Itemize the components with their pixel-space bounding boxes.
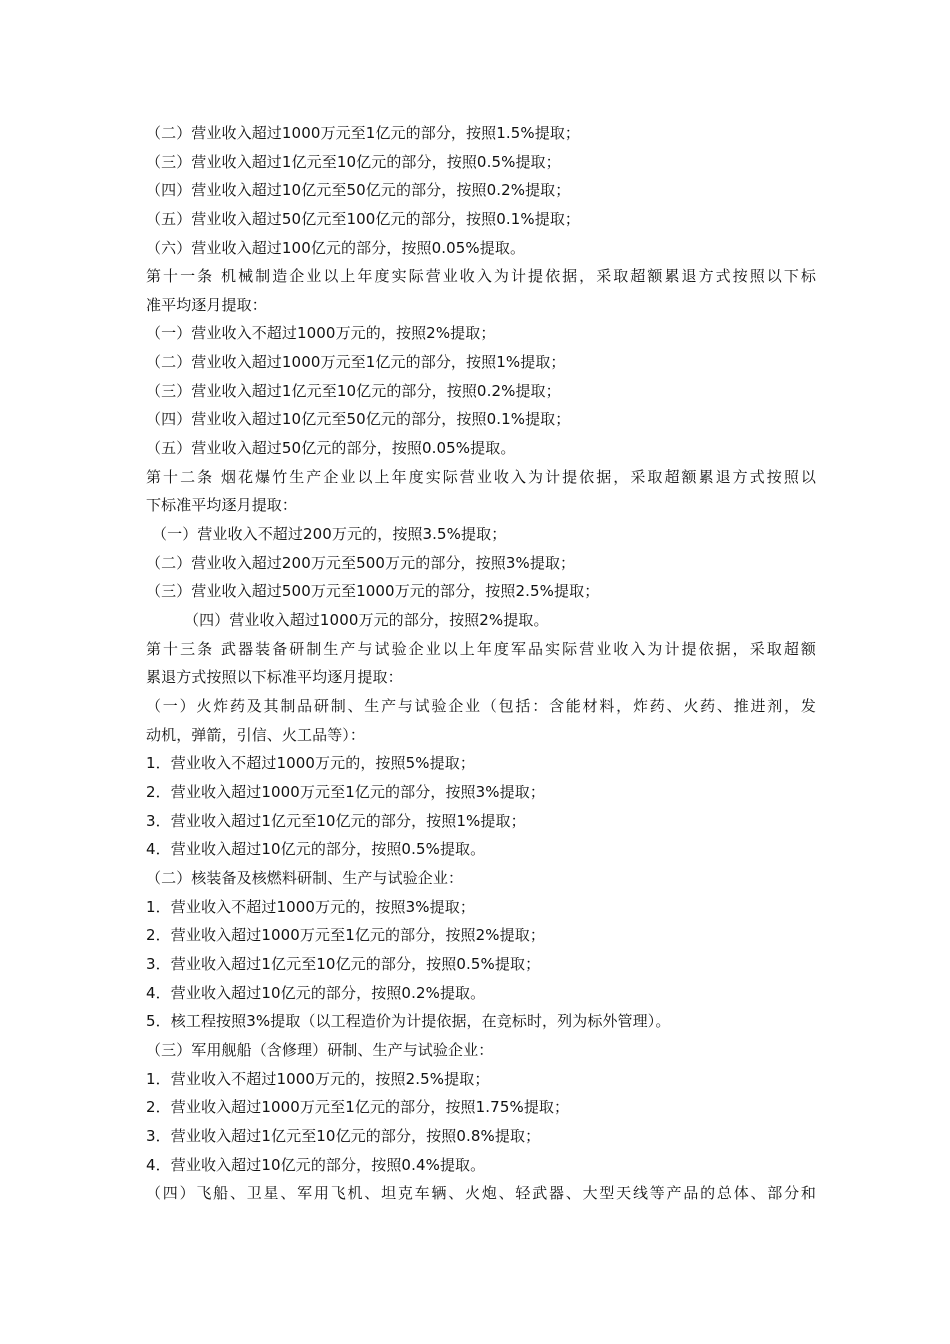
article-heading-13: 第十三条 武器装备研制生产与试验企业以上年度军品实际营业收入为计提依据，采取超额	[146, 640, 816, 658]
text-line: 4．营业收入超过10亿元的部分，按照0.5%提取。	[146, 840, 486, 858]
text-line: 3．营业收入超过1亿元至10亿元的部分，按照0.8%提取；	[146, 1127, 541, 1145]
text-line: （五）营业收入超过50亿元至100亿元的部分，按照0.1%提取；	[146, 210, 581, 228]
text-line: （二）营业收入超过200万元至500万元的部分，按照3%提取；	[146, 554, 576, 572]
text-line: （二）营业收入超过1000万元至1亿元的部分，按照1%提取；	[146, 353, 566, 371]
text-line: （四）营业收入超过10亿元至50亿元的部分，按照0.1%提取；	[146, 410, 571, 428]
text-line: 累退方式按照以下标准平均逐月提取：	[146, 668, 403, 686]
text-line: （三）军用舰船（含修理）研制、生产与试验企业：	[146, 1041, 494, 1059]
text-line: （一）营业收入不超过1000万元的，按照2%提取；	[146, 324, 496, 342]
text-line: 2．营业收入超过1000万元至1亿元的部分，按照3%提取；	[146, 783, 545, 801]
text-line: 4．营业收入超过10亿元的部分，按照0.2%提取。	[146, 984, 486, 1002]
text-line: 2．营业收入超过1000万元至1亿元的部分，按照1.75%提取；	[146, 1098, 570, 1116]
text-line: 1．营业收入不超过1000万元的，按照5%提取；	[146, 754, 475, 772]
text-line: （三）营业收入超过500万元至1000万元的部分，按照2.5%提取；	[146, 582, 600, 600]
text-line: 1．营业收入不超过1000万元的，按照3%提取；	[146, 898, 475, 916]
text-line: 1．营业收入不超过1000万元的，按照2.5%提取；	[146, 1070, 490, 1088]
article-heading-12: 第十二条 烟花爆竹生产企业以上年度实际营业收入为计提依据，采取超额累退方式按照以	[146, 468, 816, 486]
text-line: 2．营业收入超过1000万元至1亿元的部分，按照2%提取；	[146, 926, 545, 944]
text-line: （四）飞船、卫星、军用飞机、坦克车辆、火炮、轻武器、大型天线等产品的总体、部分和	[146, 1184, 816, 1202]
text-line: 准平均逐月提取：	[146, 296, 267, 314]
text-line: （五）营业收入超过50亿元的部分，按照0.05%提取。	[146, 439, 516, 457]
text-line: 下标准平均逐月提取：	[146, 496, 298, 514]
text-line: 动机，弹箭，引信、火工品等）：	[146, 726, 366, 744]
text-line: 3．营业收入超过1亿元至10亿元的部分，按照0.5%提取；	[146, 955, 541, 973]
text-line: （二）营业收入超过1000万元至1亿元的部分，按照1.5%提取；	[146, 124, 581, 142]
text-line: （二）核装备及核燃料研制、生产与试验企业：	[146, 869, 464, 887]
text-line: （一）火炸药及其制品研制、生产与试验企业（包括：含能材料，炸药、火药、推进剂，发	[146, 697, 816, 715]
text-line: （一）营业收入不超过200万元的，按照3.5%提取；	[152, 525, 507, 543]
text-line: 5．核工程按照3%提取（以工程造价为计提依据，在竞标时，列为标外管理）。	[146, 1012, 671, 1030]
text-line: （三）营业收入超过1亿元至10亿元的部分，按照0.2%提取；	[146, 382, 561, 400]
article-heading-11: 第十一条 机械制造企业以上年度实际营业收入为计提依据，采取超额累退方式按照以下标	[146, 267, 816, 285]
text-line: （六）营业收入超过100亿元的部分，按照0.05%提取。	[146, 239, 526, 257]
text-line: （四）营业收入超过1000万元的部分，按照2%提取。	[184, 611, 549, 629]
text-line: （四）营业收入超过10亿元至50亿元的部分，按照0.2%提取；	[146, 181, 571, 199]
text-line: 3．营业收入超过1亿元至10亿元的部分，按照1%提取；	[146, 812, 526, 830]
text-line: 4．营业收入超过10亿元的部分，按照0.4%提取。	[146, 1156, 486, 1174]
text-line: （三）营业收入超过1亿元至10亿元的部分，按照0.5%提取；	[146, 153, 561, 171]
